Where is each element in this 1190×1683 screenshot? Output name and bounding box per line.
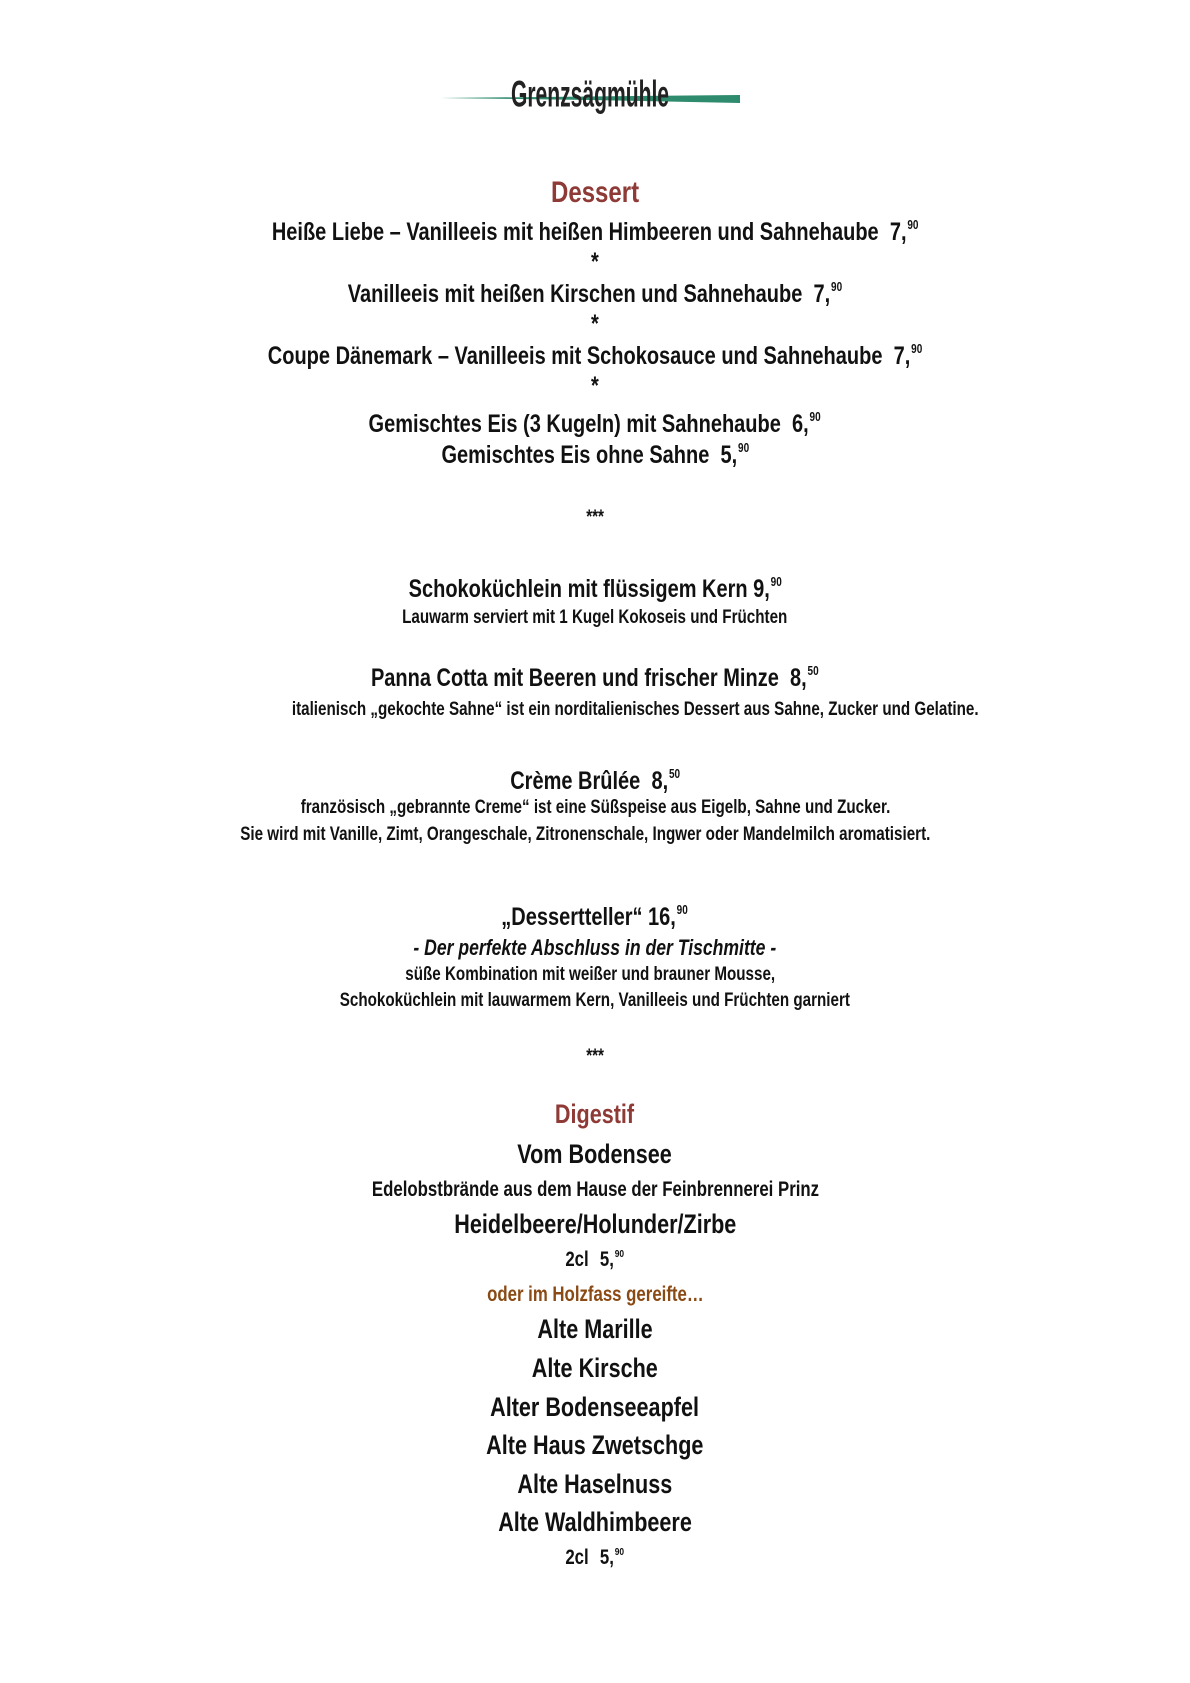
item-tagline: - Der perfekte Abschluss in der Tischmitte -	[413, 935, 777, 960]
logo	[440, 68, 740, 128]
menu-item: Gemischtes Eis ohne Sahne 5,90	[441, 441, 749, 469]
digestif-item: Alte Haselnuss	[517, 1469, 673, 1499]
aged-intro: oder im Holzfass gereifte…	[486, 1283, 704, 1306]
digestif-item: Alte Kirsche	[531, 1353, 659, 1383]
menu-item: Gemischtes Eis (3 Kugeln) mit Sahnehaube 6,90	[368, 410, 822, 438]
digestif-description: Edelobstbrände aus dem Hause der Feinbrennerei Prinz	[371, 1178, 819, 1201]
digestif-heading: Digestif	[555, 1099, 635, 1129]
item-description: italienisch „gekochte Sahne“ ist ein norditalienisches Dessert aus Sahne, Zucker und Gelatine.	[291, 699, 979, 720]
separator: *	[591, 310, 599, 338]
item-description: französisch „gebrannte Creme“ ist eine Süßspeise aus Eigelb, Sahne und Zucker.	[300, 797, 890, 818]
menu-item: Coupe Dänemark – Vanilleeis mit Schokosauce und Sahnehaube 7,90	[267, 342, 923, 370]
separator: ***	[586, 1046, 604, 1067]
menu-item: Schokoküchlein mit flüssigem Kern 9,90	[408, 575, 782, 603]
menu-item: „Dessertteller“ 16,90	[501, 903, 689, 931]
digestif-item: Alter Bodenseeapfel	[490, 1392, 700, 1422]
item-description: süße Kombination mit weißer und brauner Mousse,	[405, 964, 775, 985]
digestif-price: 2cl 5,90	[565, 1248, 625, 1271]
menu-item: Crème Brûlée 8,50	[510, 767, 680, 795]
digestif-origin: Vom Bodensee	[517, 1139, 673, 1169]
item-description: Lauwarm serviert mit 1 Kugel Kokoseis und Früchten	[402, 607, 788, 628]
digestif-price: 2cl 5,90	[565, 1546, 625, 1569]
item-description: Sie wird mit Vanille, Zimt, Orangeschale, Zitronenschale, Ingwer oder Mandelmilch aromatisiert.	[239, 824, 931, 845]
menu-item: Heiße Liebe – Vanilleeis mit heißen Himbeeren und Sahnehaube 7,90	[271, 218, 919, 246]
digestif-varieties: Heidelbeere/Holunder/Zirbe	[453, 1209, 737, 1239]
digestif-item: Alte Marille	[537, 1314, 653, 1344]
separator: ***	[586, 507, 604, 528]
digestif-item: Alte Waldhimbeere	[498, 1507, 692, 1537]
separator: *	[591, 372, 599, 400]
item-description: Schokoküchlein mit lauwarmem Kern, Vanilleeis und Früchten garniert	[339, 990, 851, 1011]
menu-item: Panna Cotta mit Beeren und frischer Minze 8,50	[371, 664, 819, 692]
digestif-item: Alte Haus Zwetschge	[486, 1430, 704, 1460]
menu-item: Vanilleeis mit heißen Kirschen und Sahnehaube 7,90	[347, 280, 843, 308]
separator: *	[591, 248, 599, 276]
dessert-heading: Dessert	[550, 176, 640, 209]
svg-text:Grenzsägmühle: Grenzsägmühle	[510, 74, 670, 116]
